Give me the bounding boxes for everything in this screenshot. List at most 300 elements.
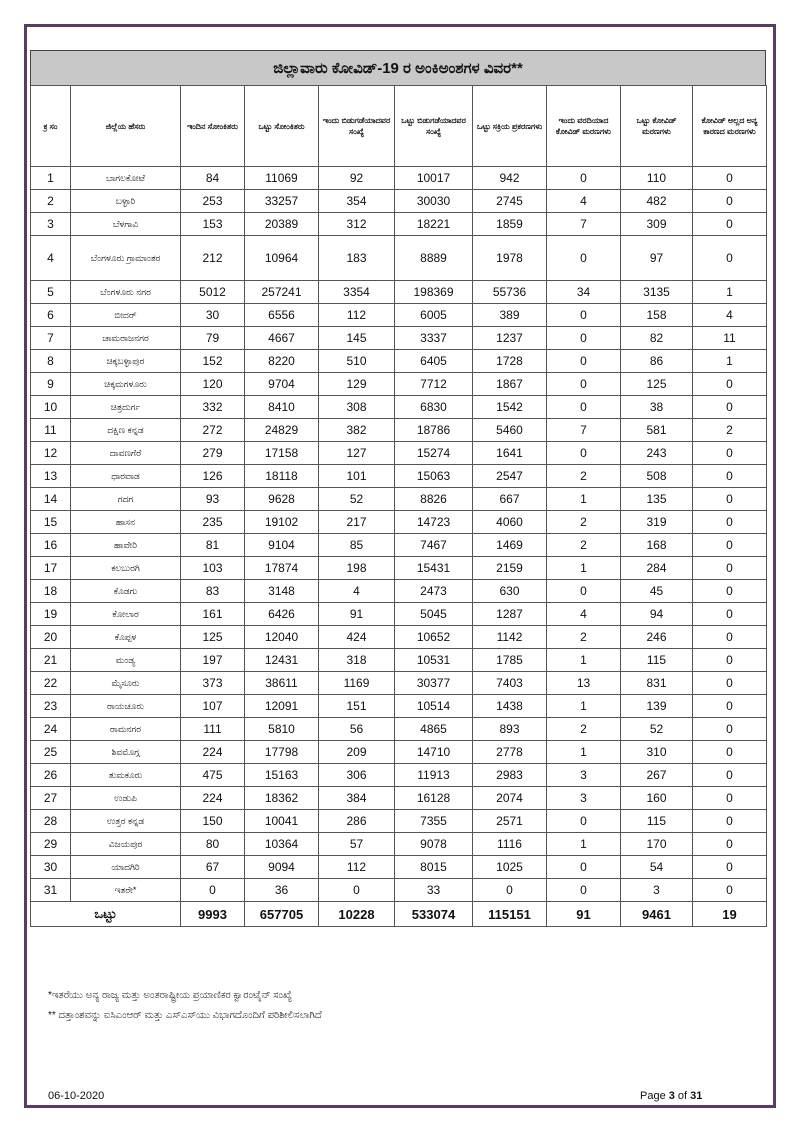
cell-today-infected: 235 <box>181 511 245 534</box>
cell-other-deaths: 0 <box>693 695 767 718</box>
cell-district: ತುಮಕೂರು <box>71 764 181 787</box>
cell-other-deaths: 0 <box>693 373 767 396</box>
col-header-other-deaths: ಕೋವಿಡ್ ಅಲ್ಲದ ಅನ್ಯ ಕಾರಣದ ಮರಣಗಳು <box>693 86 767 167</box>
cell-total-deaths: 115 <box>621 649 693 672</box>
cell-total-infected: 17798 <box>245 741 319 764</box>
cell-district: ಇತರೇ* <box>71 879 181 902</box>
cell-total-infected: 257241 <box>245 281 319 304</box>
table-row <box>31 396 767 419</box>
cell-other-deaths: 0 <box>693 879 767 902</box>
cell-today-infected: 152 <box>181 350 245 373</box>
cell-today-deaths: 0 <box>547 167 621 190</box>
cell-today-discharged: 57 <box>319 833 395 856</box>
cell-serial: 12 <box>31 442 71 465</box>
cell-other-deaths: 0 <box>693 488 767 511</box>
table-row <box>31 419 767 442</box>
cell-district: ರಾಯಚೂರು <box>71 695 181 718</box>
table-row <box>31 580 767 603</box>
cell-total-deaths: 284 <box>621 557 693 580</box>
cell-active-cases: 942 <box>473 167 547 190</box>
cell-serial: 26 <box>31 764 71 787</box>
header-row <box>31 86 767 167</box>
cell-active-cases: 1438 <box>473 695 547 718</box>
cell-other-deaths: 0 <box>693 396 767 419</box>
cell-district: ಮಂಡ್ಯ <box>71 649 181 672</box>
cell-total-deaths: 243 <box>621 442 693 465</box>
cell-total-deaths: 94 <box>621 603 693 626</box>
cell-total-infected: 20389 <box>245 213 319 236</box>
cell-serial: 11 <box>31 419 71 442</box>
cell-today-infected: 373 <box>181 672 245 695</box>
cell-total-infected: 36 <box>245 879 319 902</box>
cell-active-cases: 1867 <box>473 373 547 396</box>
cell-serial: 6 <box>31 304 71 327</box>
cell-today-infected: 150 <box>181 810 245 833</box>
cell-other-deaths: 0 <box>693 856 767 879</box>
cell-active-cases: 5460 <box>473 419 547 442</box>
table-row <box>31 695 767 718</box>
col-header-total-discharged: ಒಟ್ಟು ಬಿಡುಗಡೆಯಾದವರ ಸಂಖ್ಯೆ <box>395 86 473 167</box>
table-row <box>31 649 767 672</box>
cell-district: ದಕ್ಷಿಣ ಕನ್ನಡ <box>71 419 181 442</box>
table-row <box>31 718 767 741</box>
cell-today-deaths: 1 <box>547 833 621 856</box>
cell-total-infected: 5810 <box>245 718 319 741</box>
cell-today-discharged: 306 <box>319 764 395 787</box>
cell-today-deaths: 3 <box>547 787 621 810</box>
cell-serial: 28 <box>31 810 71 833</box>
cell-total-deaths: 86 <box>621 350 693 373</box>
cell-total-discharged: 16128 <box>395 787 473 810</box>
cell-total-deaths: 170 <box>621 833 693 856</box>
cell-today-deaths: 1 <box>547 649 621 672</box>
cell-district: ಬಳ್ಳಾರಿ <box>71 190 181 213</box>
cell-total-infected: 11069 <box>245 167 319 190</box>
cell-total-discharged: 7712 <box>395 373 473 396</box>
cell-total-deaths: 110 <box>621 167 693 190</box>
cell-today-infected: 475 <box>181 764 245 787</box>
cell-total-infected: 33257 <box>245 190 319 213</box>
cell-today-deaths: 3 <box>547 764 621 787</box>
cell-active-cases: 2983 <box>473 764 547 787</box>
cell-total-deaths: 310 <box>621 741 693 764</box>
cell-total-infected: 10964 <box>245 236 319 281</box>
table-row <box>31 304 767 327</box>
cell-today-discharged: 129 <box>319 373 395 396</box>
cell-active-cases: 0 <box>473 879 547 902</box>
table-row <box>31 281 767 304</box>
cell-today-discharged: 112 <box>319 856 395 879</box>
cell-serial: 20 <box>31 626 71 649</box>
cell-today-discharged: 424 <box>319 626 395 649</box>
cell-today-deaths: 2 <box>547 511 621 534</box>
cell-active-cases: 667 <box>473 488 547 511</box>
cell-total-discharged: 3337 <box>395 327 473 350</box>
cell-today-infected: 272 <box>181 419 245 442</box>
cell-active-cases: 2745 <box>473 190 547 213</box>
cell-total-discharged: 9078 <box>395 833 473 856</box>
col-header-today-infected: ಇಂದಿನ ಸೋಂಕಿತರು <box>181 86 245 167</box>
footnote-data-source: ** ದತ್ತಾಂಶವನ್ನು ಐಸಿಎಂಆರ್‌ ಮತ್ತು ಎಸ್‌ಎಸ್‌ಯು ವಿಭಾಗದೊಂದಿಗೆ ಪರಿಶೀಲಿಸಲಾಗಿದೆ <box>48 1010 322 1021</box>
cell-serial: 3 <box>31 213 71 236</box>
table-row <box>31 534 767 557</box>
cell-district: ಬೆಂಗಳೂರು ನಗರ <box>71 281 181 304</box>
total-row <box>31 902 767 927</box>
cell-district: ಬೆಳಗಾವಿ <box>71 213 181 236</box>
cell-other-deaths: 0 <box>693 810 767 833</box>
page-number: Page 3 of 31 <box>640 1090 703 1102</box>
cell-total-deaths: 115 <box>621 810 693 833</box>
cell-today-infected: 224 <box>181 741 245 764</box>
cell-total-discharged: 7355 <box>395 810 473 833</box>
col-header-district: ಜಿಲ್ಲೆಯ ಹೆಸರು <box>71 86 181 167</box>
cell-serial: 22 <box>31 672 71 695</box>
cell-total-discharged: 15274 <box>395 442 473 465</box>
cell-total-deaths: 309 <box>621 213 693 236</box>
cell-today-infected: 0 <box>181 879 245 902</box>
cell-serial: 16 <box>31 534 71 557</box>
cell-district: ಬೆಂಗಳೂರು ಗ್ರಾಮಾಂತರ <box>71 236 181 281</box>
cell-today-infected: 111 <box>181 718 245 741</box>
cell-today-infected: 212 <box>181 236 245 281</box>
cell-today-discharged: 198 <box>319 557 395 580</box>
cell-active-cases: 2159 <box>473 557 547 580</box>
cell-other-deaths: 0 <box>693 787 767 810</box>
total-today-discharged: 10228 <box>319 902 395 927</box>
cell-today-infected: 81 <box>181 534 245 557</box>
cell-total-deaths: 158 <box>621 304 693 327</box>
cell-total-infected: 6426 <box>245 603 319 626</box>
cell-today-deaths: 2 <box>547 534 621 557</box>
cell-today-deaths: 0 <box>547 236 621 281</box>
cell-today-deaths: 1 <box>547 488 621 511</box>
cell-total-deaths: 97 <box>621 236 693 281</box>
cell-district: ಧಾರವಾಡ <box>71 465 181 488</box>
cell-total-discharged: 6405 <box>395 350 473 373</box>
table-row <box>31 557 767 580</box>
cell-today-deaths: 1 <box>547 695 621 718</box>
cell-total-infected: 17158 <box>245 442 319 465</box>
cell-today-discharged: 85 <box>319 534 395 557</box>
cell-total-deaths: 246 <box>621 626 693 649</box>
cell-total-discharged: 2473 <box>395 580 473 603</box>
cell-district: ದಾವಣಗೆರೆ <box>71 442 181 465</box>
table-row <box>31 350 767 373</box>
cell-active-cases: 1237 <box>473 327 547 350</box>
cell-total-discharged: 18786 <box>395 419 473 442</box>
col-header-total-deaths: ಒಟ್ಟು ಕೋವಿಡ್ ಮರಣಗಳು <box>621 86 693 167</box>
cell-today-discharged: 151 <box>319 695 395 718</box>
total-today-infected: 9993 <box>181 902 245 927</box>
cell-active-cases: 1469 <box>473 534 547 557</box>
cell-total-infected: 8410 <box>245 396 319 419</box>
cell-total-deaths: 831 <box>621 672 693 695</box>
cell-total-deaths: 52 <box>621 718 693 741</box>
cell-total-discharged: 10652 <box>395 626 473 649</box>
cell-total-discharged: 4865 <box>395 718 473 741</box>
cell-district: ಗದಗ <box>71 488 181 511</box>
cell-active-cases: 2547 <box>473 465 547 488</box>
table-row <box>31 856 767 879</box>
cell-total-infected: 8220 <box>245 350 319 373</box>
cell-total-deaths: 319 <box>621 511 693 534</box>
cell-total-discharged: 15431 <box>395 557 473 580</box>
cell-total-infected: 3148 <box>245 580 319 603</box>
col-header-total-infected: ಒಟ್ಟು ಸೋಂಕಿತರು <box>245 86 319 167</box>
cell-serial: 2 <box>31 190 71 213</box>
cell-today-discharged: 209 <box>319 741 395 764</box>
cell-other-deaths: 4 <box>693 304 767 327</box>
cell-serial: 14 <box>31 488 71 511</box>
cell-active-cases: 4060 <box>473 511 547 534</box>
table-row <box>31 879 767 902</box>
cell-today-discharged: 91 <box>319 603 395 626</box>
cell-district: ಉಡುಪಿ <box>71 787 181 810</box>
cell-district: ಕೊಡಗು <box>71 580 181 603</box>
cell-serial: 9 <box>31 373 71 396</box>
cell-other-deaths: 11 <box>693 327 767 350</box>
cell-total-discharged: 30377 <box>395 672 473 695</box>
cell-active-cases: 1728 <box>473 350 547 373</box>
cell-other-deaths: 0 <box>693 213 767 236</box>
cell-other-deaths: 0 <box>693 718 767 741</box>
cell-today-discharged: 4 <box>319 580 395 603</box>
cell-district: ಕಲಬುರಗಿ <box>71 557 181 580</box>
cell-today-discharged: 127 <box>319 442 395 465</box>
cell-district: ಚಿತ್ರದುರ್ಗ <box>71 396 181 419</box>
cell-total-deaths: 508 <box>621 465 693 488</box>
cell-serial: 15 <box>31 511 71 534</box>
cell-total-deaths: 160 <box>621 787 693 810</box>
cell-today-discharged: 183 <box>319 236 395 281</box>
cell-total-discharged: 33 <box>395 879 473 902</box>
cell-total-discharged: 14723 <box>395 511 473 534</box>
cell-today-discharged: 145 <box>319 327 395 350</box>
cell-total-discharged: 8015 <box>395 856 473 879</box>
cell-serial: 4 <box>31 236 71 281</box>
table-row <box>31 236 767 281</box>
cell-district: ವಿಜಯಪುರ <box>71 833 181 856</box>
cell-today-infected: 332 <box>181 396 245 419</box>
cell-total-deaths: 38 <box>621 396 693 419</box>
cell-active-cases: 1542 <box>473 396 547 419</box>
cell-other-deaths: 0 <box>693 649 767 672</box>
cell-serial: 29 <box>31 833 71 856</box>
cell-total-deaths: 82 <box>621 327 693 350</box>
cell-total-discharged: 5045 <box>395 603 473 626</box>
cell-total-discharged: 198369 <box>395 281 473 304</box>
cell-today-infected: 5012 <box>181 281 245 304</box>
table-row <box>31 190 767 213</box>
cell-serial: 30 <box>31 856 71 879</box>
cell-today-discharged: 510 <box>319 350 395 373</box>
total-other-deaths: 19 <box>693 902 767 927</box>
cell-total-infected: 24829 <box>245 419 319 442</box>
cell-active-cases: 7403 <box>473 672 547 695</box>
cell-today-infected: 79 <box>181 327 245 350</box>
cell-today-deaths: 0 <box>547 442 621 465</box>
cell-active-cases: 630 <box>473 580 547 603</box>
cell-total-infected: 12431 <box>245 649 319 672</box>
cell-total-infected: 6556 <box>245 304 319 327</box>
cell-total-deaths: 135 <box>621 488 693 511</box>
cell-district: ಶಿವಮೊಗ್ಗ <box>71 741 181 764</box>
cell-serial: 31 <box>31 879 71 902</box>
cell-today-discharged: 1169 <box>319 672 395 695</box>
cell-district: ಯಾದಗಿರಿ <box>71 856 181 879</box>
footnote-others: *ಇತರೆಯು ಅನ್ಯ ರಾಜ್ಯ ಮತ್ತು ಅಂತರಾಷ್ಟ್ರೀಯ ಪ್ರಯಾಣಿಕರ ಕ್ವಾರಂಟೈನ್ ಸಂಖ್ಯೆ <box>48 990 292 1001</box>
cell-today-discharged: 382 <box>319 419 395 442</box>
cell-today-infected: 125 <box>181 626 245 649</box>
cell-today-discharged: 112 <box>319 304 395 327</box>
cell-total-deaths: 139 <box>621 695 693 718</box>
cell-other-deaths: 0 <box>693 236 767 281</box>
cell-total-infected: 9628 <box>245 488 319 511</box>
cell-today-discharged: 384 <box>319 787 395 810</box>
cell-today-infected: 126 <box>181 465 245 488</box>
cell-district: ಚಿಕ್ಕಬಳ್ಳಾಪುರ <box>71 350 181 373</box>
cell-other-deaths: 0 <box>693 511 767 534</box>
cell-today-deaths: 0 <box>547 304 621 327</box>
cell-serial: 27 <box>31 787 71 810</box>
cell-total-infected: 9094 <box>245 856 319 879</box>
cell-active-cases: 1859 <box>473 213 547 236</box>
cell-today-deaths: 4 <box>547 603 621 626</box>
cell-total-deaths: 3 <box>621 879 693 902</box>
cell-today-deaths: 2 <box>547 718 621 741</box>
cell-today-infected: 84 <box>181 167 245 190</box>
table-row <box>31 327 767 350</box>
total-active-cases: 115151 <box>473 902 547 927</box>
cell-active-cases: 1978 <box>473 236 547 281</box>
cell-other-deaths: 0 <box>693 442 767 465</box>
cell-serial: 19 <box>31 603 71 626</box>
cell-district: ಉತ್ತರ ಕನ್ನಡ <box>71 810 181 833</box>
cell-active-cases: 1025 <box>473 856 547 879</box>
cell-today-infected: 253 <box>181 190 245 213</box>
cell-total-discharged: 10017 <box>395 167 473 190</box>
total-total-infected: 657705 <box>245 902 319 927</box>
cell-district: ಕೋಲಾರ <box>71 603 181 626</box>
cell-today-infected: 83 <box>181 580 245 603</box>
cell-total-discharged: 7467 <box>395 534 473 557</box>
cell-today-deaths: 1 <box>547 741 621 764</box>
cell-active-cases: 2074 <box>473 787 547 810</box>
cell-district: ಬಾಗಲಕೋಟೆ <box>71 167 181 190</box>
cell-total-discharged: 8826 <box>395 488 473 511</box>
total-today-deaths: 91 <box>547 902 621 927</box>
cell-today-deaths: 0 <box>547 327 621 350</box>
cell-active-cases: 2778 <box>473 741 547 764</box>
col-header-active-cases: ಒಟ್ಟು ಸಕ್ರಿಯ ಪ್ರಕರಣಗಳು <box>473 86 547 167</box>
cell-today-discharged: 286 <box>319 810 395 833</box>
cell-total-discharged: 8889 <box>395 236 473 281</box>
cell-serial: 13 <box>31 465 71 488</box>
cell-total-discharged: 30030 <box>395 190 473 213</box>
cell-total-infected: 10041 <box>245 810 319 833</box>
cell-district: ಹಾವೇರಿ <box>71 534 181 557</box>
cell-total-deaths: 3135 <box>621 281 693 304</box>
cell-total-infected: 19102 <box>245 511 319 534</box>
cell-other-deaths: 0 <box>693 580 767 603</box>
total-label: ಒಟ್ಟು <box>31 902 181 927</box>
cell-active-cases: 1142 <box>473 626 547 649</box>
cell-total-infected: 17874 <box>245 557 319 580</box>
cell-today-deaths: 0 <box>547 396 621 419</box>
table-row <box>31 373 767 396</box>
cell-serial: 24 <box>31 718 71 741</box>
cell-today-discharged: 0 <box>319 879 395 902</box>
cell-today-infected: 197 <box>181 649 245 672</box>
cell-today-discharged: 101 <box>319 465 395 488</box>
cell-district: ಹಾಸನ <box>71 511 181 534</box>
cell-total-infected: 18362 <box>245 787 319 810</box>
district-stats-table <box>30 85 767 927</box>
cell-active-cases: 55736 <box>473 281 547 304</box>
cell-today-discharged: 354 <box>319 190 395 213</box>
cell-serial: 5 <box>31 281 71 304</box>
table-row <box>31 787 767 810</box>
table-row <box>31 213 767 236</box>
cell-today-infected: 153 <box>181 213 245 236</box>
cell-other-deaths: 2 <box>693 419 767 442</box>
table-row <box>31 511 767 534</box>
cell-total-deaths: 54 <box>621 856 693 879</box>
table-row <box>31 603 767 626</box>
cell-today-deaths: 0 <box>547 580 621 603</box>
total-total-discharged: 533074 <box>395 902 473 927</box>
cell-today-infected: 80 <box>181 833 245 856</box>
cell-district: ರಾಮನಗರ <box>71 718 181 741</box>
col-header-serial: ಕ್ರ ಸಂ <box>31 86 71 167</box>
cell-today-deaths: 34 <box>547 281 621 304</box>
cell-today-infected: 103 <box>181 557 245 580</box>
cell-total-deaths: 168 <box>621 534 693 557</box>
cell-active-cases: 1287 <box>473 603 547 626</box>
cell-other-deaths: 0 <box>693 557 767 580</box>
cell-today-deaths: 0 <box>547 879 621 902</box>
cell-other-deaths: 1 <box>693 350 767 373</box>
table-row <box>31 488 767 511</box>
cell-today-infected: 93 <box>181 488 245 511</box>
cell-today-deaths: 7 <box>547 213 621 236</box>
cell-active-cases: 1641 <box>473 442 547 465</box>
cell-today-infected: 67 <box>181 856 245 879</box>
col-header-today-deaths: ಇಂದು ವರದಿಯಾದ ಕೋವಿಡ್ ಮರಣಗಳು <box>547 86 621 167</box>
table-row <box>31 764 767 787</box>
cell-total-infected: 4667 <box>245 327 319 350</box>
cell-today-deaths: 0 <box>547 373 621 396</box>
cell-total-discharged: 14710 <box>395 741 473 764</box>
cell-other-deaths: 0 <box>693 534 767 557</box>
cell-today-infected: 161 <box>181 603 245 626</box>
cell-total-discharged: 6830 <box>395 396 473 419</box>
cell-today-deaths: 2 <box>547 465 621 488</box>
cell-serial: 8 <box>31 350 71 373</box>
cell-serial: 25 <box>31 741 71 764</box>
cell-other-deaths: 0 <box>693 833 767 856</box>
table-row <box>31 465 767 488</box>
cell-district: ಬೀದರ್ <box>71 304 181 327</box>
cell-serial: 7 <box>31 327 71 350</box>
table-row <box>31 833 767 856</box>
cell-total-discharged: 15063 <box>395 465 473 488</box>
cell-today-discharged: 312 <box>319 213 395 236</box>
cell-other-deaths: 0 <box>693 764 767 787</box>
cell-today-discharged: 56 <box>319 718 395 741</box>
table-row <box>31 442 767 465</box>
cell-today-infected: 279 <box>181 442 245 465</box>
